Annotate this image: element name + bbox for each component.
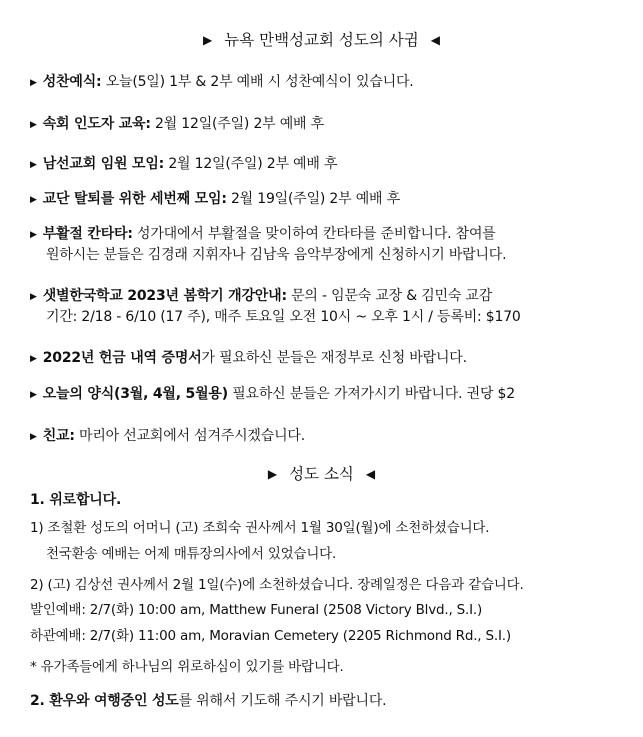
condolence-item-1: 1) 조철환 성도의 어머니 (고) 조희숙 권사께서 1월 30일(월)에 소천하셨습니다. xyxy=(30,520,490,536)
section-condolence: 1. 위로합니다. xyxy=(30,492,122,508)
funeral-service: 발인예배: 2/7(화) 10:00 am, Matthew Funeral (2508 Victory Blvd., S.I.) xyxy=(30,602,483,618)
burial-service: 하관예배: 2/7(화) 11:00 am, Moravian Cemetery (2205 Richmond Rd., S.I.) xyxy=(30,628,511,644)
members-heading xyxy=(0,464,643,485)
news-item-easter-cantata-cont: 원하시는 분들은 김경래 지휘자나 김남욱 음악부장에게 신청하시기 바랍니다. xyxy=(46,247,507,263)
news-heading xyxy=(0,30,643,51)
condolence-item-2: 2) (고) 김상선 권사께서 2월 1일(수)에 소천하셨습니다. 장례일정은 다음과 같습니다. xyxy=(30,577,524,593)
news-item-daily-bread: ▶ 오늘의 양식(3월, 4월, 5월용) 필요하신 분들은 가져가시기 바랍니다. 권당 $2 xyxy=(30,385,515,405)
news-item-denomination-meeting: ▶ 교단 탈퇴를 위한 세번째 모임: 2월 19일(주일) 2부 예배 후 xyxy=(30,190,400,210)
triangle-right-icon: ▶ xyxy=(203,33,213,47)
triangle-left-icon: ◀ xyxy=(365,467,376,481)
news-item-offering-certificate: ▶ 2022년 헌금 내역 증명서가 필요하신 분들은 재정부로 신청 바랍니다. xyxy=(30,349,467,369)
news-item-communion: ▶ 성찬예식: 오늘(5일) 1부 & 2부 예배 시 성찬예식이 있습니다. xyxy=(30,73,414,93)
condolence-item-1-cont: 천국환송 예배는 어제 매튜장의사에서 있었습니다. xyxy=(46,546,337,562)
news-item-mens-mission: ▶ 남선교회 임원 모임: 2월 12일(주일) 2부 예배 후 xyxy=(30,155,337,175)
members-title: 성도 소식 xyxy=(289,465,354,483)
news-item-leader-training: ▶ 속회 인도자 교육: 2월 12일(주일) 2부 예배 후 xyxy=(30,115,324,135)
section-prayer: 2. 환우와 여행중인 성도를 위해서 기도해 주시기 바랍니다. xyxy=(30,693,387,709)
triangle-left-icon: ◀ xyxy=(430,33,440,47)
news-item-easter-cantata: ▶ 부활절 칸타타: 성가대에서 부활절을 맞이하여 칸타타를 준비합니다. 참여를 xyxy=(30,225,496,245)
triangle-right-icon: ▶ xyxy=(267,467,278,481)
news-item-korean-school: ▶ 샛별한국학교 2023년 봄학기 개강안내: 문의 - 임문숙 교장 & 김민숙 교감 xyxy=(30,287,492,307)
news-item-korean-school-cont: 기간: 2/18 - 6/10 (17 주), 매주 토요일 오전 10시 ~ 오후 1시 / 등록비: $170 xyxy=(46,309,521,325)
news-item-fellowship: ▶ 친교: 마리아 선교회에서 섬겨주시겠습니다. xyxy=(30,427,305,447)
news-title: 뉴욕 만백성교회 성도의 사귐 xyxy=(224,31,419,49)
condolence-note: * 유가족들에게 하나님의 위로하심이 있기를 바랍니다. xyxy=(30,659,344,675)
